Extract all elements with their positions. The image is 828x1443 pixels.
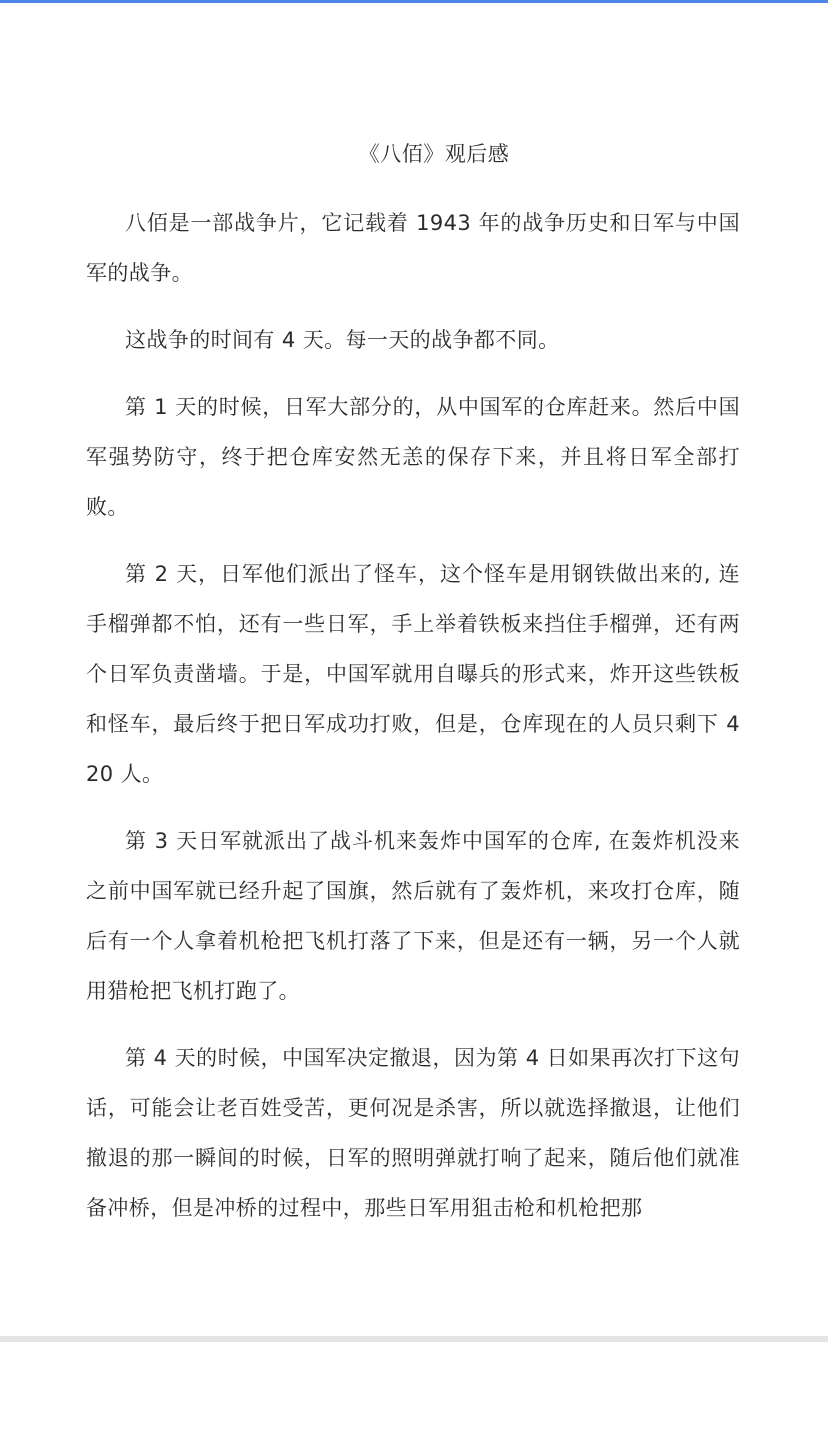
document-page (0, 3, 828, 1336)
next-page (0, 1342, 828, 1443)
document-body (86, 198, 740, 1250)
paragraph-3: 第 1 天的时候，日军大部分的，从中国军的仓库赶来。然后中国军强势防守，终于把仓库安然无恙的保存下来，并且将日军全部打败。 (86, 395, 740, 519)
document-title: 《八佰》观后感 (358, 142, 510, 166)
paragraph-2: 这战争的时间有 4 天。每一天的战争都不同。 (125, 328, 560, 352)
paragraph-1: 八佰是一部战争片，它记载着 1943 年的战争历史和日军与中国军的战争。 (86, 211, 740, 285)
paragraph-4: 第 2 天，日军他们派出了怪车，这个怪车是用钢铁做出来的, 连手榴弹都不怕，还有一些日军，手上举着铁板来挡住手榴弹，还有两个日军负责凿墙。于是，中国军就用自曝兵的形式来，炸开这些铁板和怪车，最后终于把日军成功打败，但是，仓库现在的人员只剩下 420 人。 (86, 562, 740, 786)
paragraph-5: 第 3 天日军就派出了战斗机来轰炸中国军的仓库, 在轰炸机没来之前中国军就已经升起了国旗，然后就有了轰炸机，来攻打仓库，随后有一个人拿着机枪把飞机打落了下来，但是还有一辆，另一个人就用猎枪把飞机打跑了。 (86, 829, 740, 1003)
paragraph-6: 第 4 天的时候，中国军决定撤退，因为第 4 日如果再次打下这句话，可能会让老百姓受苦，更何况是杀害，所以就选择撤退，让他们撤退的那一瞬间的时候，日军的照明弹就打响了起来，随后他们就准备冲桥，但是冲桥的过程中，那些日军用狙击枪和机枪把那 (86, 1046, 740, 1220)
